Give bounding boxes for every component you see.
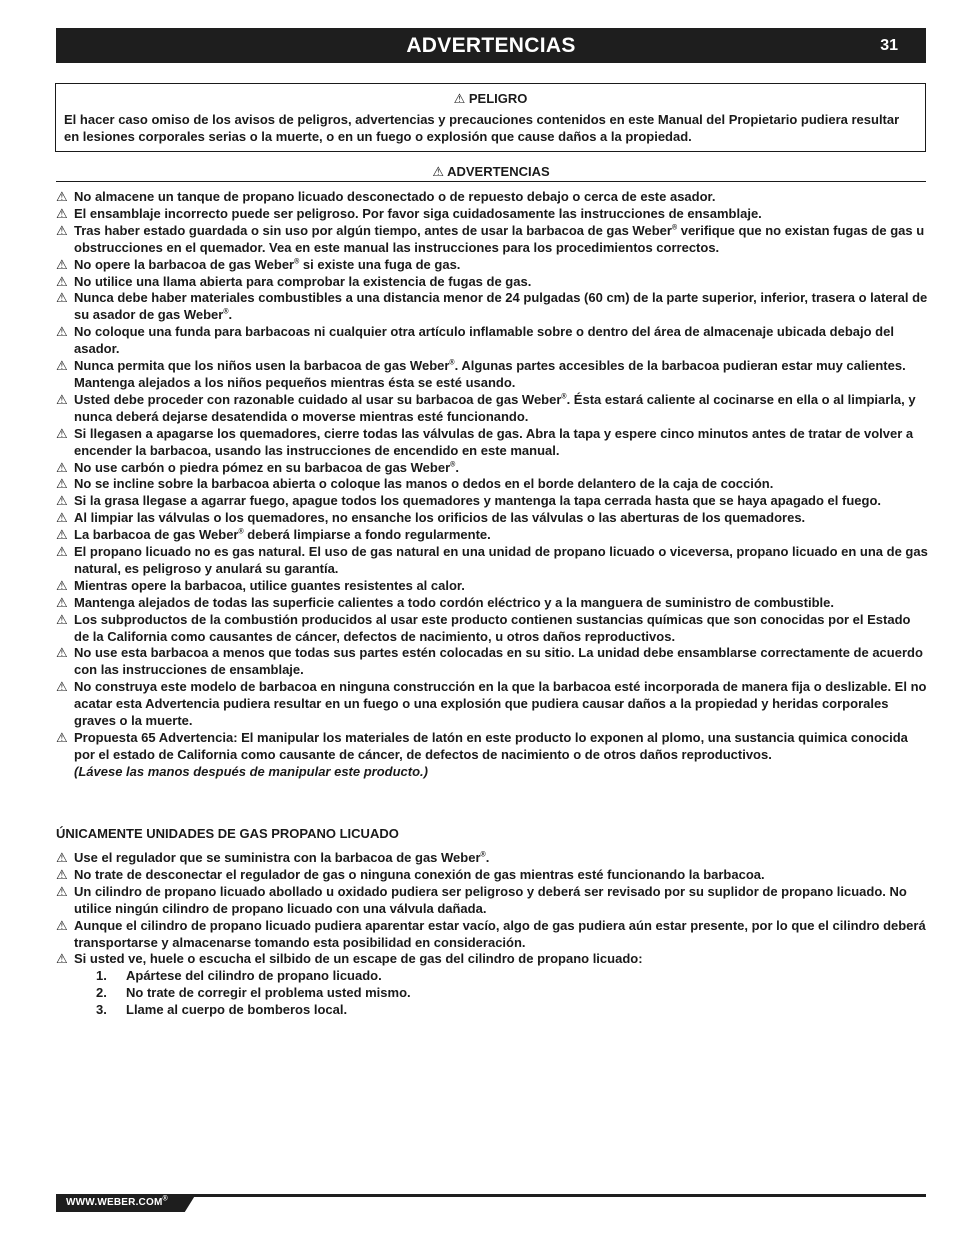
item-text: No opere la barbacoa de gas Weber	[74, 256, 295, 272]
item-text: No use esta barbacoa a menos que todas sus partes estén colocadas en su sitio. La unidad debe ensamblarse correctamente de acuerdo con las instrucciones de ensamblaje.	[74, 645, 923, 678]
registered-mark: ®	[223, 309, 229, 317]
item-note: (Lávese las manos después de manipular este producto.)	[74, 763, 428, 779]
footer-url	[66, 1196, 168, 1210]
list-item	[56, 324, 928, 358]
list-item	[56, 510, 928, 527]
list-item	[56, 274, 928, 291]
step-item	[96, 968, 411, 985]
warning-triangle-icon: ⚠	[56, 425, 68, 441]
list-item	[56, 951, 928, 968]
item-text: No coloque una funda para barbacoas ni cualquier otra artículo inflamable sobre o dentro del área de almacenaje ubicada debajo del asador.	[74, 324, 894, 357]
warnings-title	[56, 164, 926, 180]
list-item	[56, 544, 928, 578]
page-number: 31	[880, 37, 898, 54]
danger-title	[64, 91, 917, 107]
warning-triangle-icon: ⚠	[56, 459, 68, 475]
lp-section-title: ÚNICAMENTE UNIDADES DE GAS PROPANO LICUADO	[56, 826, 399, 841]
footer-url-text: WWW.WEBER.COM	[66, 1197, 163, 1208]
list-item	[56, 730, 928, 781]
warning-triangle-icon: ⚠	[56, 476, 68, 492]
warning-triangle-icon: ⚠	[56, 510, 68, 526]
step-number: 2.	[96, 984, 107, 1000]
warning-triangle-icon: ⚠	[56, 951, 68, 967]
item-text: No trate de desconectar el regulador de gas o ninguna conexión de gas mientras esté funcionando la barbacoa.	[74, 866, 765, 882]
item-text-cont: .	[485, 850, 490, 865]
list-item	[56, 612, 928, 646]
item-text-cont: si existe una fuga de gas.	[299, 256, 461, 272]
warning-triangle-icon: ⚠	[432, 164, 444, 179]
item-text-cont: .	[228, 307, 233, 323]
lp-steps-list	[96, 968, 411, 1019]
list-item	[56, 206, 928, 223]
list-item	[56, 645, 928, 679]
warning-triangle-icon: ⚠	[56, 544, 68, 560]
list-item	[56, 679, 928, 730]
registered-mark: ®	[450, 461, 456, 469]
item-text: Propuesta 65 Advertencia: El manipular los materiales de latón en este producto lo exponen al plomo, una sustancia quimica conocida por el estado de California como causante de cáncer, de defectos de nacimiento o de otros daños reproductivos.	[74, 730, 908, 762]
item-text: Si la grasa llegase a agarrar fuego, apague todos los quemadores y mantenga la tapa cerrada hasta que se haya apagado el fuego.	[74, 493, 882, 509]
item-text-cont: verifique que no existan fugas de gas u obstrucciones en el quemador. Vea en este manual las instrucciones para los procedimientos correctos.	[74, 222, 925, 255]
list-item	[56, 189, 928, 206]
warning-triangle-icon: ⚠	[56, 324, 68, 340]
registered-mark: ®	[238, 528, 244, 536]
step-number: 3.	[96, 1001, 107, 1017]
warning-triangle-icon: ⚠	[56, 679, 68, 695]
warnings-title-text: ADVERTENCIAS	[447, 164, 550, 179]
page-header	[56, 28, 926, 63]
item-text: Los subproductos de la combustión producidos al usar este producto contienen sustancias químicas que son conocidas por el Estado de la California como causantes de cáncer, defectos de nacimiento, u otros daños reproductivos.	[74, 611, 911, 644]
item-text: Usted debe proceder con razonable cuidado al usar su barbacoa de gas Weber	[74, 391, 562, 407]
step-text: No trate de corregir el problema usted mismo.	[126, 984, 411, 1000]
list-item	[56, 476, 928, 493]
item-text: No utilice una llama abierta para comprobar la existencia de fugas de gas.	[74, 273, 532, 289]
registered-mark: ®	[561, 393, 567, 401]
step-text: Llame al cuerpo de bomberos local.	[126, 1001, 348, 1017]
registered-mark: ®	[480, 851, 486, 859]
item-text: Un cilindro de propano licuado abollado u oxidado pudiera ser peligroso y deberá ser revisado por su suplidor de propano licuado. No utilice ningún cilindro de propano licuado con una válvula dañada.	[74, 883, 907, 916]
step-text: Apártese del cilindro de propano licuado.	[126, 968, 382, 983]
warning-triangle-icon: ⚠	[56, 594, 68, 610]
registered-mark: ®	[449, 359, 455, 367]
item-text-cont: deberá limpiarse a fondo regularmente.	[243, 527, 491, 543]
warning-triangle-icon: ⚠	[56, 493, 68, 509]
list-item	[56, 460, 928, 477]
warning-triangle-icon: ⚠	[56, 273, 68, 289]
list-item	[56, 867, 928, 884]
warning-triangle-icon: ⚠	[56, 189, 68, 204]
list-item	[56, 426, 928, 460]
warning-triangle-icon: ⚠	[56, 527, 68, 543]
warning-triangle-icon: ⚠	[56, 917, 68, 933]
list-item	[56, 257, 928, 274]
item-text: No use carbón o piedra pómez en su barbacoa de gas Weber	[74, 459, 451, 475]
list-item	[56, 527, 928, 544]
item-text-cont: . Ésta estará caliente al cocinarse en ella o al limpiarla, y nunca deberá dejarse desatendida o moverse mientras esté funcionando.	[74, 391, 916, 424]
item-text: Si usted ve, huele o escucha el silbido de un escape de gas del cilindro de propano licuado:	[74, 951, 643, 967]
list-item	[56, 392, 928, 426]
item-text: No almacene un tanque de propano licuado desconectado o de repuesto debajo o cerca de este asador.	[74, 189, 716, 204]
warning-triangle-icon: ⚠	[56, 611, 68, 627]
item-text-cont: . Algunas partes accesibles de la barbacoa pudieran estar muy calientes. Mantenga alejados a los niños pequeños mientras ésta se esté usando.	[74, 358, 906, 390]
item-text-cont: .	[455, 459, 459, 475]
step-item	[96, 1002, 411, 1019]
footer-registered-mark: ®	[162, 1195, 168, 1203]
item-text: Nunca debe haber materiales combustibles a una distancia menor de 24 pulgadas (60 cm) de la parte superior, inferior, trasera o lateral de su asador de gas Weber	[74, 290, 928, 323]
list-item	[56, 595, 928, 612]
item-text: La barbacoa de gas Weber	[74, 527, 239, 543]
item-text: El propano licuado no es gas natural. El uso de gas natural en una unidad de propano licuado o viceversa, propano licuado en una de gas natural, es peligroso y anulará su garantía.	[74, 544, 928, 576]
warning-triangle-icon: ⚠	[56, 850, 68, 865]
item-text: Nunca permita que los niños usen la barbacoa de gas Weber	[74, 358, 450, 374]
lp-warnings-list	[56, 850, 928, 968]
warning-triangle-icon: ⚠	[56, 730, 68, 745]
warning-triangle-icon: ⚠	[56, 358, 68, 374]
item-text: Use el regulador que se suministra con la barbacoa de gas Weber	[74, 850, 481, 865]
item-text: Mientras opere la barbacoa, utilice guantes resistentes al calor.	[74, 577, 465, 593]
list-item	[56, 918, 928, 952]
item-text: El ensamblaje incorrecto puede ser peligroso. Por favor siga cuidadosamente las instrucciones de ensamblaje.	[74, 205, 762, 221]
danger-box	[55, 83, 926, 152]
danger-title-text: PELIGRO	[468, 91, 528, 106]
item-text: Mantenga alejados de todas las superficie calientes a todo cordón eléctrico y a la manguera de suministro de combustible.	[74, 594, 834, 610]
list-item	[56, 850, 928, 867]
warning-triangle-icon: ⚠	[56, 256, 68, 272]
warning-triangle-icon: ⚠	[56, 222, 68, 238]
page-title: ADVERTENCIAS	[406, 34, 576, 57]
item-text: Tras haber estado guardada o sin uso por algún tiempo, antes de usar la barbacoa de gas Weber	[74, 222, 672, 238]
warning-triangle-icon: ⚠	[56, 645, 68, 661]
item-text: No se incline sobre la barbacoa abierta o coloque las manos o dedos en el borde delantero de la caja de cocción.	[74, 476, 774, 492]
registered-mark: ®	[294, 258, 300, 266]
step-item	[96, 985, 411, 1002]
warning-triangle-icon: ⚠	[56, 883, 68, 899]
list-item	[56, 493, 928, 510]
warning-triangle-icon: ⚠	[56, 577, 68, 593]
warnings-divider	[56, 181, 926, 182]
step-number: 1.	[96, 968, 107, 983]
list-item	[56, 578, 928, 595]
registered-mark: ®	[671, 224, 678, 232]
warning-triangle-icon: ⚠	[56, 205, 68, 221]
warning-triangle-icon: ⚠	[56, 866, 68, 882]
list-item	[56, 223, 928, 257]
list-item	[56, 358, 928, 392]
item-text: No construya este modelo de barbacoa en ninguna construcción en la que la barbacoa esté incorporada de manera fija o deslizable. El no acatar esta Advertencia pudiera resultar en un fuego o una explosión que pudiera causar daños a la propiedad y heridas corporales graves o la muerte.	[74, 679, 927, 729]
item-text: Aunque el cilindro de propano licuado pudiera aparentar estar vacío, algo de gas pudiera aún estar presente, por lo que el cilindro deberá transportarse y almacenarse tomando esta posibilidad en consideración.	[74, 917, 926, 950]
warning-triangle-icon: ⚠	[56, 290, 68, 306]
danger-text: El hacer caso omiso de los avisos de peligros, advertencias y precauciones contenidos en este Manual del Propietario pudiera resultar en lesiones corporales serias o la muerte, o en un fuego o explosión que cause daños a la propiedad.	[64, 112, 900, 144]
item-text: Al limpiar las válvulas o los quemadores, no ensanche los orificios de las válvulas o las aberturas de los quemadores.	[74, 510, 806, 526]
warnings-list	[56, 189, 928, 781]
item-text: Si llegasen a apagarse los quemadores, cierre todas las válvulas de gas. Abra la tapa y espere cinco minutos antes de tratar de volver a encender la barbacoa, usando las instrucciones de encendido en este manual.	[74, 425, 914, 458]
warning-triangle-icon: ⚠	[453, 91, 466, 106]
warning-triangle-icon: ⚠	[56, 391, 68, 407]
list-item	[56, 290, 928, 324]
list-item	[56, 884, 928, 918]
